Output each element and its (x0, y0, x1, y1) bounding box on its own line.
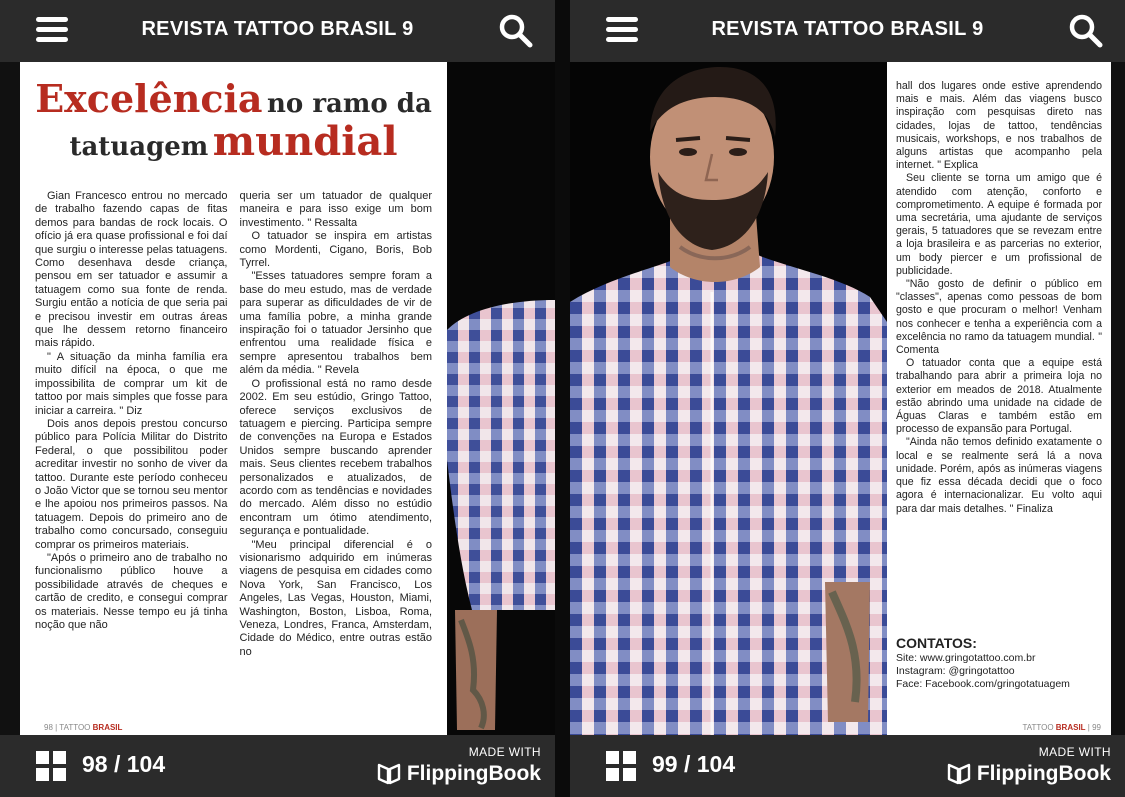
top-toolbar (570, 0, 1125, 62)
article-column-2 (240, 190, 433, 659)
flippingbook-brand: FlippingBook (406, 762, 541, 785)
headline-word-no-ramo: no ramo da (267, 89, 432, 119)
paragraph: O tatuador conta que a equipe está trabalhando para abrir a primeira loja no exterior em meados de 2018. Atualmente estão abrindo uma unidade na cidade de Águas Claras e também estão em processo de expansão para Portugal. (896, 357, 1102, 436)
man-photo (570, 62, 887, 735)
photo-strip-left (447, 0, 555, 797)
grid-thumbnails-icon[interactable] (606, 751, 636, 781)
paragraph: "Esses tatuadores sempre foram a base do meu estudo, mas de verdade para superar as dificuldades de vir de uma família pobre, a minha grande inspiração foi o tatuador Jersinho que enfrentou uma realidade física e sempre apresentou trabalhos bem além da média. " Revela (239, 270, 432, 377)
top-toolbar (0, 0, 555, 62)
magazine-page-98 (20, 62, 447, 735)
made-with-label: MADE WITH (1038, 745, 1111, 759)
viewer-right (570, 0, 1125, 797)
paragraph: "Ainda não temos definido exatamente o local e se realmente será lá a nova unidade. Porém, após as inúmeras viagens que fiz essa década decidi que o foco agora é internacionalizar. Eu volto aqui para dar mais detalhes. " Finaliza (896, 436, 1102, 515)
headline-word-excelencia: Excelência (35, 76, 263, 121)
paragraph: Dois anos depois prestou concurso público para Polícia Militar do Distrito Federal, o que possibilitou poder acreditar investir no sonho de viver da tattoo. Durante este período conheceu o João Victor que se tornou seu mentor e lhe apoiou nos primeiros passos. Na tatuagem. Depois do primeiro ano de trabalho como concursado, conseguiu comprar os primeiros materiais. (35, 417, 228, 551)
flippingbook-logo-icon (947, 763, 971, 785)
page-footer-mark: 98 | TATTOO BRASIL (44, 723, 123, 732)
paragraph: O profissional está no ramo desde 2002. Em seu estúdio, Gringo Tattoo, oferece serviços exclusivos de tatuagem e piercing. Participa sempre de convenções na Europa e Estados Unidos sempre buscando aprender mais. Seus clientes recebem trabalhos personalizados e atualizados, de acordo com as tendências e novidades do mercado. Além disso no estúdio encontram um ótimo atendimento, segurança e pontualidade. (239, 377, 432, 538)
article-headline (20, 76, 447, 165)
paragraph: "Meu principal diferencial é o visionarismo adquirido em inúmeras viagens de pesquisa em cidades como Nova York, San Francisco, Los Angeles, Las Vegas, Houston, Miami, Washington, Boston, Lisboa, Roma, Veneza, Londres, Franca, Amsterdam, Cidade do Médico, entre outras estão no (239, 538, 432, 658)
search-icon[interactable] (1069, 14, 1103, 48)
flippingbook-brand: FlippingBook (976, 762, 1111, 785)
paragraph: hall dos lugares onde estive aprendendo mais e mais. Além das viagens busco inspiração com pesquisas direto nas cidades, lojas de tattoo, tendências musicais, workshops, e nos trabalhos de alguns artistas que acompanho pela internet. " Explica (896, 80, 1102, 172)
search-icon[interactable] (499, 14, 533, 48)
paragraph: " A situação da minha família era muito difícil na época, o que me impossibilita de comprar um kit de tattoo por mais simples que fosse para iniciar a carreira. " Diz (35, 350, 228, 417)
page-counter[interactable]: 99 / 104 (652, 751, 736, 777)
flippingbook-logo-icon (377, 763, 401, 785)
article-continuation (896, 80, 1102, 516)
contact-facebook: Face: Facebook.com/gringotatuagem (896, 678, 1070, 690)
paragraph: queria ser um tatuador de qualquer maneira e para isso exige um bom investimento. " Ressalta (239, 190, 432, 229)
page-footer-mark: TATTOO BRASIL | 99 (1022, 723, 1101, 732)
headline-word-mundial: mundial (212, 118, 398, 165)
portrait-illustration (570, 62, 887, 735)
paragraph: "Não gosto de definir o público em "classes", apenas como pessoas de bom gosto e que procuram o melhor! Venham nos conhecer e tenha a experiência com a excelência no ramo da tatuagem mundial. " Comenta (896, 278, 1102, 357)
bottom-toolbar (570, 735, 1125, 797)
bottom-toolbar (0, 735, 555, 797)
paragraph: Gian Francesco entrou no mercado de trabalho fazendo capas de fitas demos para bandas de rock locais. O ofício já era quase profissional e foi daí que surgiu o interesse pelas tatuagens. Como desenhava desde criança, pensou em ser tatuador e assumir a tatuagem como sua fonte de renda. Surgiu então a notícia de que seria pai e precisou investir em outras áreas que lhe dessem retorno financeiro mais rápido. (35, 190, 228, 350)
viewer-left (0, 0, 555, 797)
paragraph: Seu cliente se torna um amigo que é atendido com atenção, conforto e comprometimento. A equipe é formada por uma secretária, uma ajudante de serviços gerais, 5 tatuadores que se revezam entre a loja brasileira e as parcerias no exterior, um body piercer e um profissional de publicidade. (896, 172, 1102, 277)
contact-site: Site: www.gringotattoo.com.br (896, 652, 1036, 664)
magazine-page-99 (887, 62, 1111, 735)
made-with-label: MADE WITH (468, 745, 541, 759)
paragraph: "Após o primeiro ano de trabalho no funcionalismo público houve a possibilidade através de cheques e cartão de credito, e consegui comprar os materiais. Nesse tempo eu já tinha noção que não (35, 551, 228, 631)
flippingbook-link[interactable] (377, 762, 541, 786)
publication-title: REVISTA TATTOO BRASIL 9 (711, 18, 984, 40)
grid-thumbnails-icon[interactable] (36, 751, 66, 781)
contacts-heading: CONTATOS: (896, 635, 977, 651)
paragraph: O tatuador se inspira em artistas como Mordenti, Cigano, Boris, Bob Tyrrel. (239, 230, 432, 270)
contacts-block (896, 637, 1105, 691)
article-columns (35, 190, 432, 659)
publication-title: REVISTA TATTOO BRASIL 9 (141, 18, 414, 40)
contact-instagram: Instagram: @gringotattoo (896, 665, 1015, 677)
man-photo-left-edge (447, 0, 555, 797)
article-column-1 (35, 190, 228, 659)
headline-word-tatuagem: tatuagem (69, 132, 209, 162)
page-counter[interactable]: 98 / 104 (82, 751, 166, 777)
flippingbook-link[interactable] (947, 762, 1111, 786)
